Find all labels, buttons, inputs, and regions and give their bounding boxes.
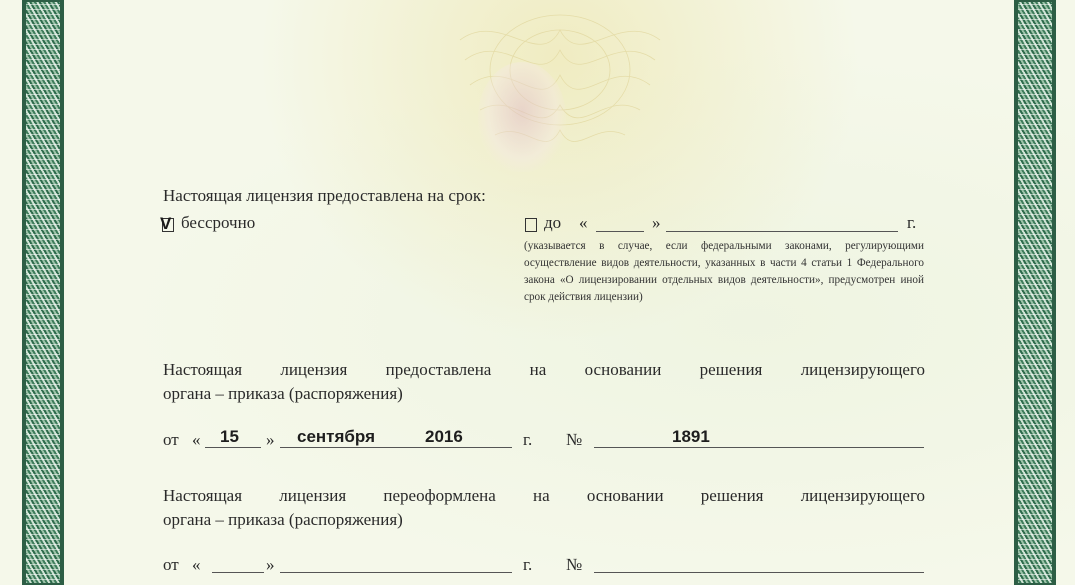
until-checkbox[interactable] <box>525 218 537 232</box>
right-border-inner-line <box>1014 0 1016 585</box>
basis-close-quote: » <box>266 430 275 449</box>
reissue-month-year-field[interactable] <box>280 572 512 573</box>
basis-from-label: от <box>163 430 179 449</box>
basis-line-1: Настоящая лицензия предоставлена на основании решения лицензирующего <box>163 360 925 379</box>
basis-open-quote: « <box>192 430 201 449</box>
reissue-open-quote: « <box>192 555 201 574</box>
reissue-line-2: органа – приказа (распоряжения) <box>163 510 403 529</box>
term-heading: Настоящая лицензия предоставлена на срок: <box>163 186 486 205</box>
right-border-line <box>1054 0 1056 585</box>
term-open-quote: « <box>579 213 588 232</box>
basis-month-value: сентября <box>297 427 376 446</box>
basis-number-label: № <box>566 430 583 449</box>
left-border-line <box>22 0 24 585</box>
term-close-quote: » <box>652 213 661 232</box>
reissue-line-1: Настоящая лицензия переоформлена на основании решения лицензирующего <box>163 486 925 505</box>
term-month-year-field[interactable] <box>666 231 898 232</box>
reissue-from-label: от <box>163 555 179 574</box>
reissue-close-quote: » <box>266 555 275 574</box>
left-guilloche-border <box>24 0 62 585</box>
until-label: до <box>544 213 562 232</box>
term-day-field[interactable] <box>596 231 644 232</box>
basis-line-2: органа – приказа (распоряжения) <box>163 384 403 403</box>
basis-day-field[interactable] <box>205 447 261 448</box>
watermark-seal <box>478 62 566 172</box>
basis-year-value: 2016 <box>425 427 463 446</box>
indefinite-label: бессрочно <box>181 213 256 232</box>
reissue-number-label: № <box>566 555 583 574</box>
term-year-suffix: г. <box>907 213 917 232</box>
reissue-number-field[interactable] <box>594 572 924 573</box>
reissue-day-field[interactable] <box>212 572 264 573</box>
basis-number-field[interactable] <box>594 447 924 448</box>
reissue-year-suffix: г. <box>523 555 533 574</box>
basis-year-suffix: г. <box>523 430 533 449</box>
basis-month-year-field[interactable] <box>280 447 512 448</box>
term-note: (указывается в случае, если федеральными законами, регулирующими осуществление видов деятельности, указанных в части 4 статьи 1 Федерального закона «О лицензировании отдельных видов деятельности», предусмотрен иной срок действия лицензии) <box>524 240 924 303</box>
right-guilloche-border <box>1016 0 1054 585</box>
basis-number-value: 1891 <box>672 427 710 446</box>
basis-day-value: 15 <box>220 427 239 446</box>
left-border-inner-line <box>62 0 64 585</box>
check-mark: V <box>160 214 172 233</box>
